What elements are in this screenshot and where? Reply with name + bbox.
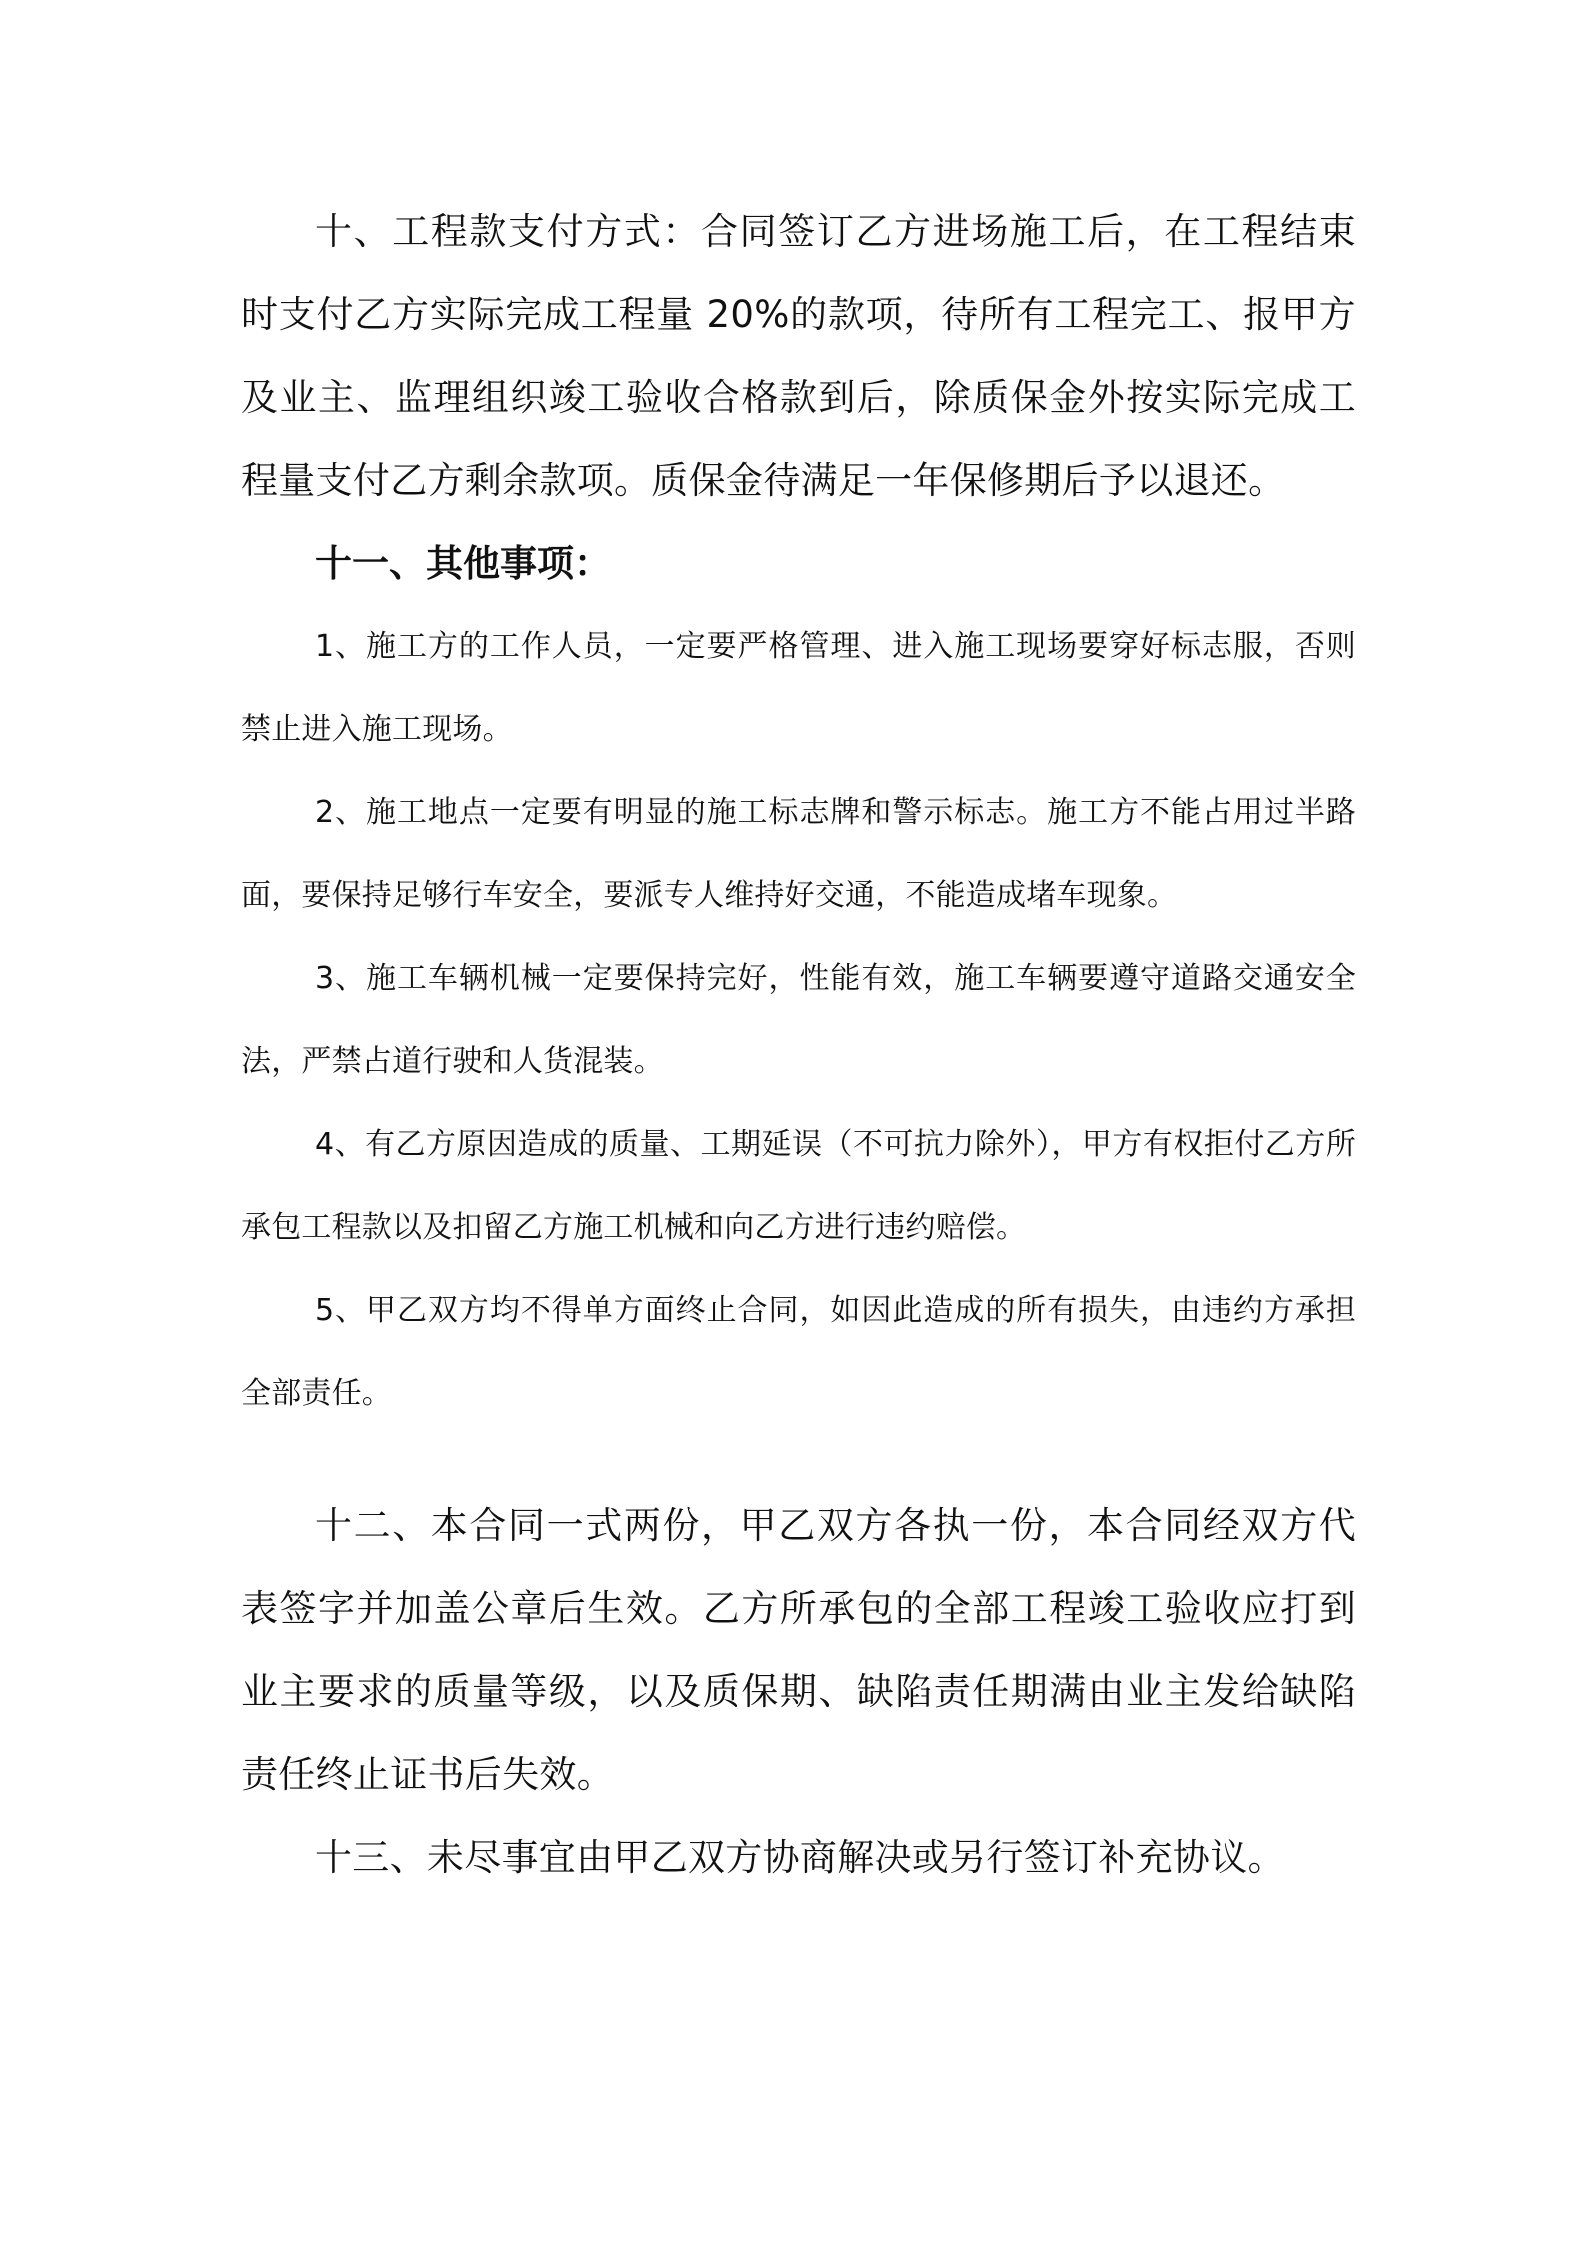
clause-13-other-matters: 十三、未尽事宜由甲乙双方协商解决或另行签订补充协议。 <box>315 1836 1285 1879</box>
document-body <box>241 190 1356 1899</box>
paragraph-spacer <box>241 1435 1356 1484</box>
clause-10-payment-terms: 十、工程款支付方式：合同签订乙方进场施工后，在工程结束时支付乙方实际完成工程量 20%的款项，待所有工程完工、报甲方及业主、监理组织竣工验收合格款到后，除质保金外按实际完成工程量支付乙方剩余款项。质保金待满足一年保修期后予以退还。 <box>241 210 1356 502</box>
clause-12-contract-validity: 十二、本合同一式两份，甲乙双方各执一份，本合同经双方代表签字并加盖公章后生效。乙方所承包的全部工程竣工验收应打到业主要求的质量等级，以及质保期、缺陷责任期满由业主发给缺陷责任终止证书后失效。 <box>241 1504 1356 1796</box>
clause-11-item-2: 2、施工地点一定要有明显的施工标志牌和警示标志。施工方不能占用过半路面，要保持足够行车安全，要派专人维持好交通，不能造成堵车现象。 <box>241 795 1356 913</box>
clause-11-item-5: 5、甲乙双方均不得单方面终止合同，如因此造成的所有损失，由违约方承担全部责任。 <box>241 1293 1356 1411</box>
clause-11-item-3: 3、施工车辆机械一定要保持完好，性能有效，施工车辆要遵守道路交通安全法，严禁占道行驶和人货混装。 <box>241 961 1356 1079</box>
clause-11-heading: 十一、其他事项： <box>315 542 611 585</box>
clause-11-item-4: 4、有乙方原因造成的质量、工期延误（不可抗力除外），甲方有权拒付乙方所承包工程款以及扣留乙方施工机械和向乙方进行违约赔偿。 <box>241 1127 1356 1245</box>
clause-11-item-1: 1、施工方的工作人员，一定要严格管理、进入施工现场要穿好标志服，否则禁止进入施工现场。 <box>241 629 1356 747</box>
